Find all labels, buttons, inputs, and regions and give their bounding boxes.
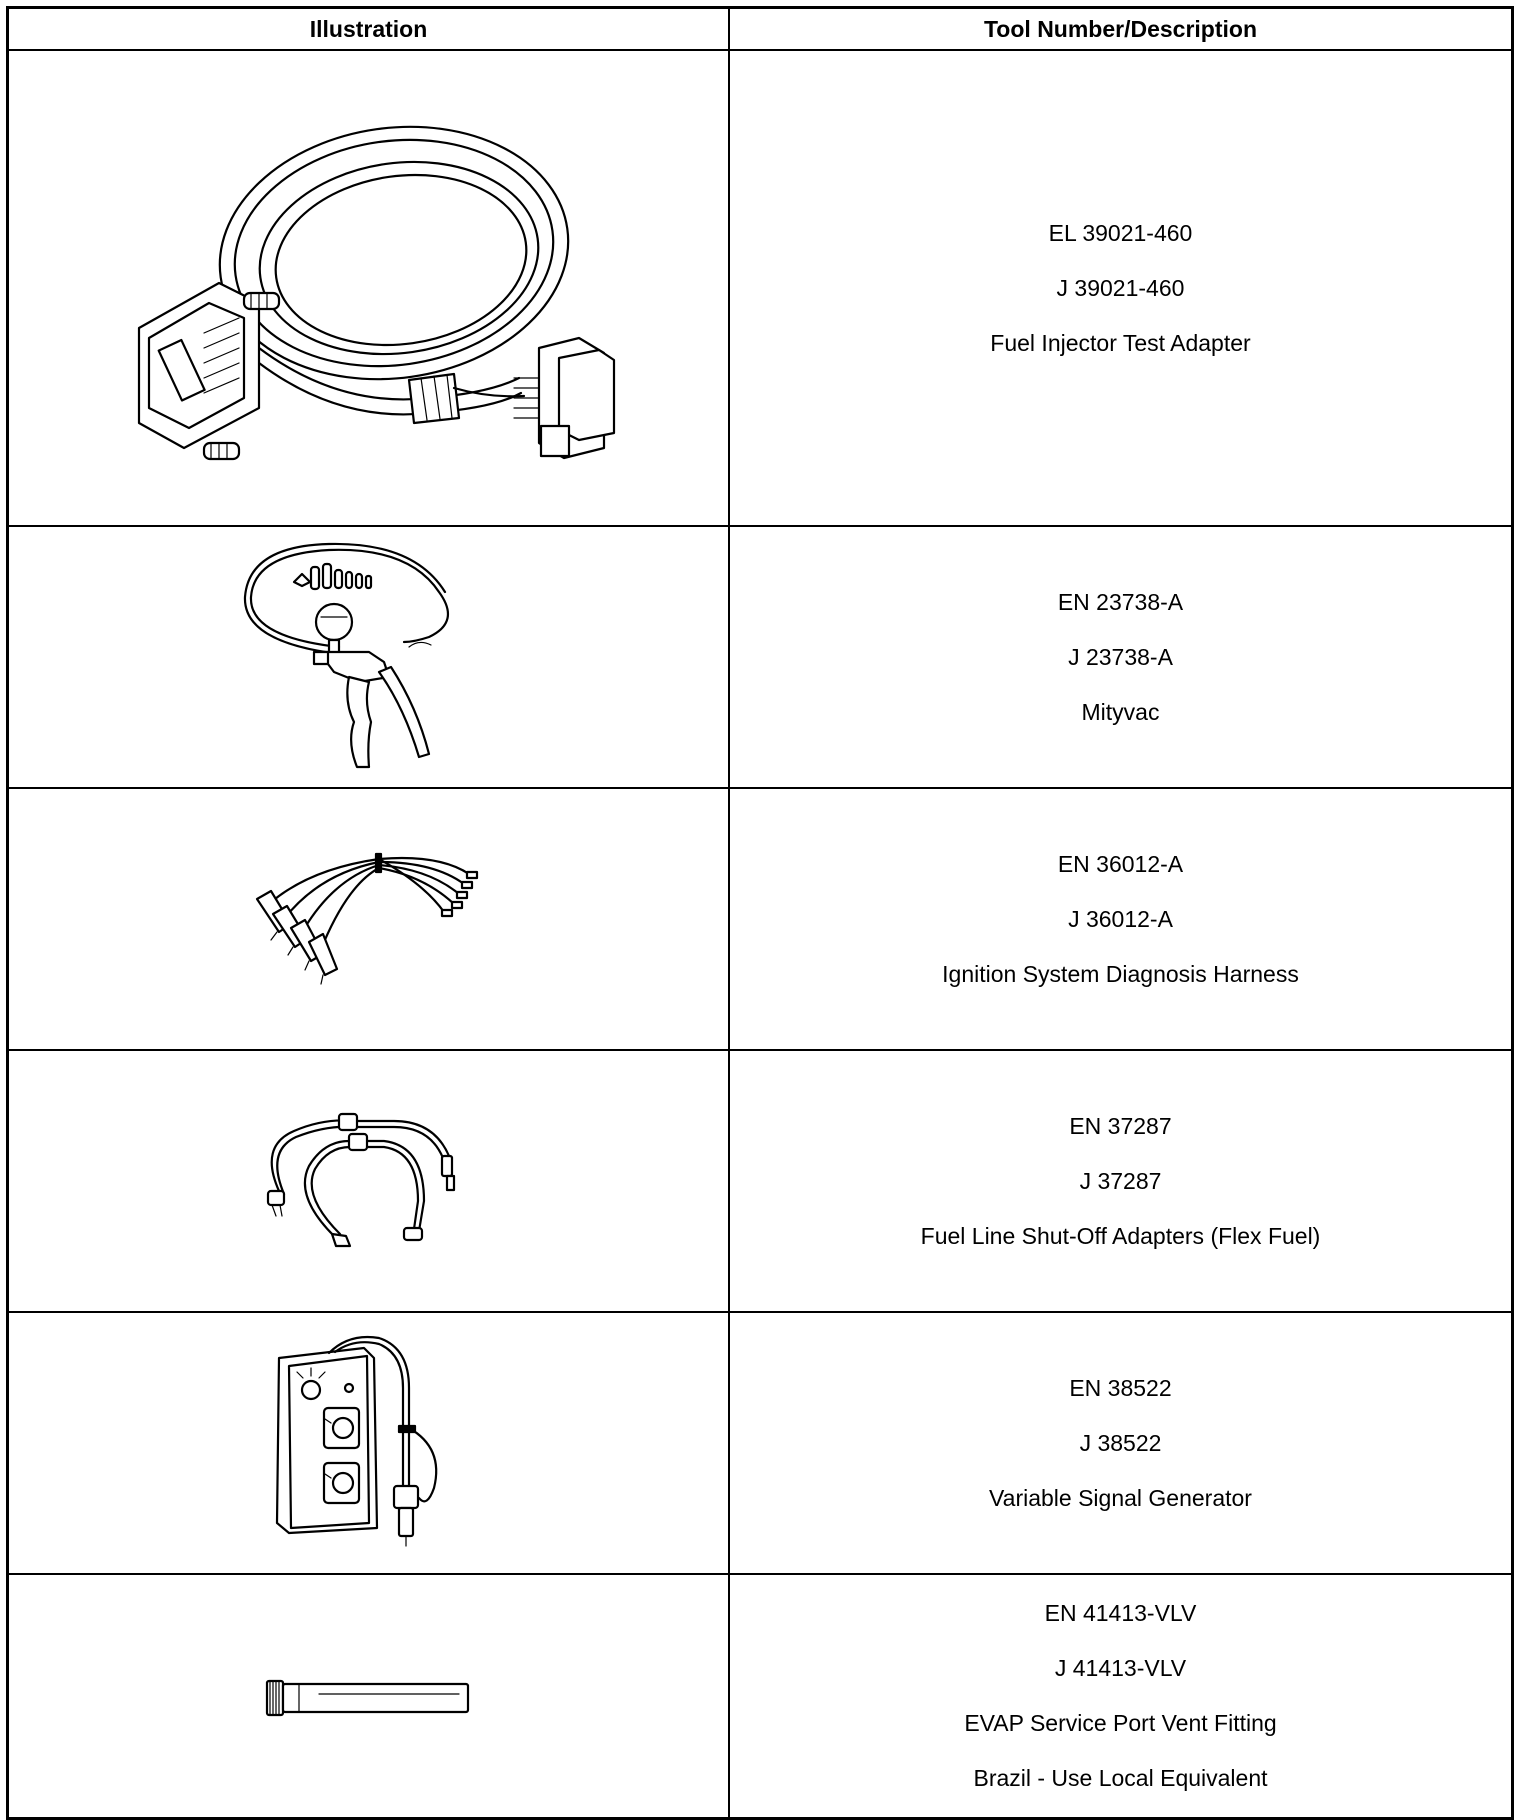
fuel-injector-test-adapter-icon: [109, 78, 629, 498]
tool-description-cell: [729, 1574, 1513, 1818]
tool-description: Fuel Injector Test Adapter: [990, 329, 1251, 356]
illustration-cell: [8, 1312, 730, 1574]
tool-description: Ignition System Diagnosis Harness: [942, 960, 1299, 987]
tool-description-cell: [729, 526, 1513, 788]
tool-description-cell: [729, 1312, 1513, 1574]
tool-number-secondary: J 39021-460: [1056, 274, 1185, 301]
tool-description: Fuel Line Shut-Off Adapters (Flex Fuel): [920, 1222, 1321, 1249]
tool-number-primary: EN 36012-A: [1057, 850, 1184, 877]
fuel-line-adapters-icon: [254, 1106, 484, 1256]
tool-number-primary: EN 37287: [1069, 1112, 1172, 1139]
illustration-cell: [8, 50, 730, 526]
tool-description: Variable Signal Generator: [989, 1484, 1252, 1511]
table-row: [8, 788, 1513, 1050]
header-row: [8, 8, 1513, 51]
tool-description-cell: [729, 1050, 1513, 1312]
tool-number-secondary: J 38522: [1079, 1429, 1162, 1456]
tool-number-secondary: J 41413-VLV: [1054, 1654, 1187, 1681]
table-row: [8, 1574, 1513, 1818]
tool-description-cell: [729, 50, 1513, 526]
tool-note: Brazil - Use Local Equivalent: [973, 1764, 1268, 1791]
table-row: [8, 526, 1513, 788]
tool-number-primary: EN 23738-A: [1057, 588, 1184, 615]
tool-number-primary: EL 39021-460: [1048, 219, 1193, 246]
signal-generator-icon: [269, 1328, 469, 1558]
tool-number-primary: EN 38522: [1069, 1374, 1172, 1401]
table-row: [8, 50, 1513, 526]
illustration-cell: [8, 526, 730, 788]
illustration-cell: [8, 788, 730, 1050]
illustration-cell: [8, 1574, 730, 1818]
special-tools-table: [6, 6, 1514, 1820]
tool-description-header: Tool Number/Description: [729, 8, 1513, 51]
table-row: [8, 1312, 1513, 1574]
tool-number-primary: EN 41413-VLV: [1044, 1599, 1197, 1626]
tool-number-secondary: J 23738-A: [1068, 643, 1173, 670]
tool-description: Mityvac: [1081, 698, 1160, 725]
mityvac-icon: [239, 542, 499, 772]
vent-fitting-icon: [259, 1671, 479, 1721]
table-row: [8, 1050, 1513, 1312]
illustration-cell: [8, 1050, 730, 1312]
tool-description-cell: [729, 788, 1513, 1050]
tool-description: EVAP Service Port Vent Fitting: [964, 1709, 1277, 1736]
ignition-harness-icon: [249, 844, 489, 994]
tool-number-secondary: J 36012-A: [1068, 905, 1173, 932]
illustration-header: Illustration: [8, 8, 730, 51]
tool-number-secondary: J 37287: [1079, 1167, 1162, 1194]
